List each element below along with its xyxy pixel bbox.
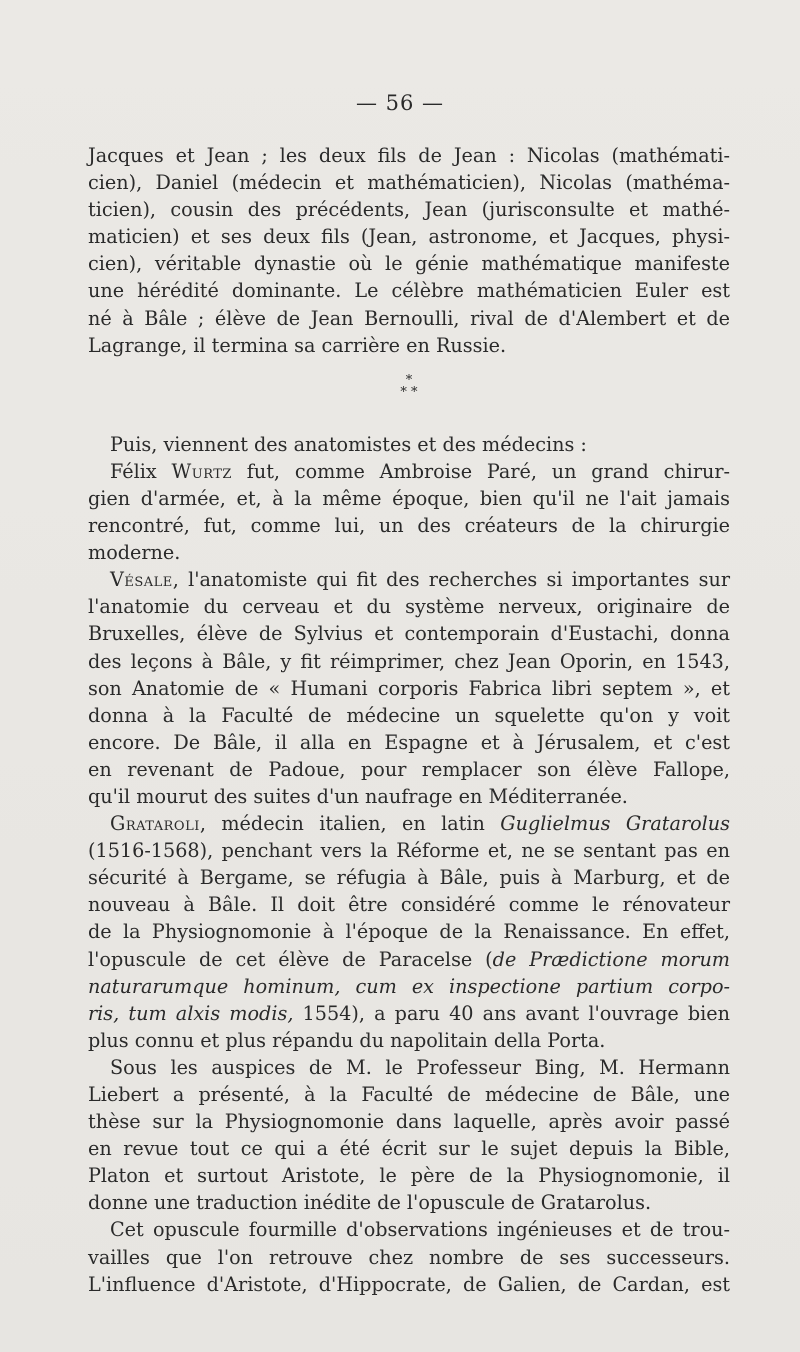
name-grataroli: Grataroli: [110, 812, 200, 836]
text-line: Liebert a présenté, à la Faculté de médecine de Bâle, une: [88, 1083, 730, 1106]
text-line: [88, 458, 730, 485]
text-line: Sous les auspices de M. le Professeur Bing, M. Hermann: [110, 1055, 730, 1079]
text-line: né à Bâle ; élève de Jean Bernoulli, rival de d'Alembert et de: [88, 306, 730, 330]
text-line: vailles que l'on retrouve chez nombre de ses successeurs.: [88, 1245, 730, 1269]
text-line: sécurité à Bergame, se réfugia à Bâle, puis à Marburg, et de: [88, 866, 730, 890]
text-line: maticien) et ses deux fils (Jean, astronome, et Jacques, physi-: [88, 225, 730, 249]
text-line: en revue tout ce qui a été écrit sur le sujet depuis la Bible,: [88, 1137, 730, 1161]
page-number: — 56 —: [355, 91, 445, 115]
text-fragment: , médecin italien, en latin: [199, 812, 501, 836]
text-line: nouveau à Bâle. Il doit être considéré comme le rénovateur: [88, 893, 730, 917]
paragraph-intro: Puis, viennent des anatomistes et des médecins :: [110, 432, 587, 456]
text-line: en revenant de Padoue, pour remplacer son élève Fallope,: [88, 757, 730, 781]
text-line: de la Physiognomonie à l'époque de la Renaissance. En effet,: [88, 920, 730, 944]
text-line: [88, 566, 730, 593]
text-line: [88, 946, 730, 973]
text-line: plus connu et plus répandu du napolitain della Porta.: [88, 1028, 606, 1052]
text-fragment: , l'anatomiste qui fit des recherches si importantes sur: [172, 568, 730, 592]
text-line: ticien), cousin des précédents, Jean (jurisconsulte et mathé-: [88, 198, 730, 222]
text-line: Platon et surtout Aristote, le père de la Physiognomonie, il: [88, 1164, 730, 1188]
latin-title: de Prædictione morum: [492, 947, 730, 971]
latin-title: ris, tum alxis modis,: [88, 1001, 294, 1025]
text-fragment: 1554), a paru 40 ans avant l'ouvrage bien: [293, 1001, 730, 1025]
text-line: [88, 973, 730, 1000]
text-line: l'anatomie du cerveau et du système nerveux, originaire de: [88, 595, 730, 619]
text-line: Lagrange, il termina sa carrière en Russie.: [88, 333, 507, 357]
text-line: son Anatomie de « Humani corporis Fabrica libri septem », et: [88, 676, 730, 700]
text-line: donne une traduction inédite de l'opuscule de Gratarolus.: [88, 1191, 652, 1215]
text-line: des leçons à Bâle, y fit réimprimer, chez Jean Oporin, en 1543,: [88, 649, 730, 673]
asterism-ornament: [88, 359, 730, 431]
text-line: rencontré, fut, comme lui, un des créateurs de la chirurgie: [88, 514, 730, 538]
text-line: Jacques et Jean ; les deux fils de Jean : Nicolas (mathémati-: [88, 144, 730, 167]
text-line: [88, 1000, 730, 1027]
text-line: donna à la Faculté de médecine un squelette qu'on y voit: [88, 703, 730, 727]
text-line: [88, 810, 730, 837]
asterism-top: *: [405, 372, 413, 388]
body-text: [88, 142, 730, 1298]
text-fragment: Félix: [110, 459, 172, 483]
name-wurtz: Wurtz: [171, 459, 232, 483]
text-line: Cet opuscule fourmille d'observations ingénieuses et de trou-: [110, 1218, 730, 1242]
text-line: L'influence d'Aristote, d'Hippocrate, de Galien, de Cardan, est: [88, 1272, 730, 1296]
text-line: thèse sur la Physiognomonie dans laquelle, après avoir passé: [88, 1110, 730, 1134]
text-line: moderne.: [88, 541, 181, 565]
text-fragment: l'opuscule de cet élève de Paracelse (: [88, 947, 493, 971]
text-line: gien d'armée, et, à la même époque, bien qu'il ne l'ait jamais: [88, 486, 730, 510]
text-line: encore. De Bâle, il alla en Espagne et à Jérusalem, et c'est: [88, 730, 730, 754]
latin-name: Guglielmus Gratarolus: [500, 812, 730, 836]
latin-title: naturarumque hominum, cum ex inspectione partium corpo-: [88, 974, 730, 998]
text-line: qu'il mourut des suites d'un naufrage en Méditerranée.: [88, 784, 628, 808]
text-line: (1516-1568), penchant vers la Réforme et, ne se sentant pas en: [88, 839, 730, 863]
text-line: cien), Daniel (médecin et mathématicien), Nicolas (mathéma-: [88, 171, 730, 195]
text-line: une hérédité dominante. Le célèbre mathématicien Euler est: [88, 279, 730, 303]
asterism-bottom: * *: [400, 384, 418, 400]
text-line: cien), véritable dynastie où le génie mathématique manifeste: [88, 252, 730, 276]
text-fragment: fut, comme Ambroise Paré, un grand chirur-: [231, 459, 730, 483]
name-vesale: Vésale: [110, 568, 173, 592]
text-line: Bruxelles, élève de Sylvius et contemporain d'Eustachi, donna: [88, 622, 730, 646]
